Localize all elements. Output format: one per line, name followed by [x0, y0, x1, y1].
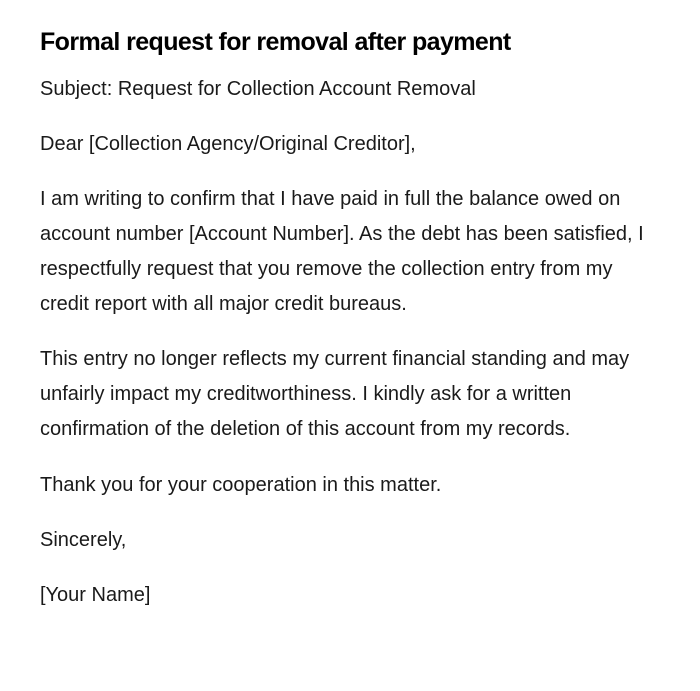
closing-line: Sincerely, [40, 529, 127, 551]
thanks-line: Thank you for your cooperation in this matter. [40, 474, 442, 496]
subject-line: Subject: Request for Collection Account Removal [40, 78, 476, 100]
body-paragraph-payment: I am writing to confirm that I have paid in full the balance owed on account number [Account Number]. As the debt has been satisfied, I respectfully request that you remove the collection entry from my credit report with all major credit bureaus. [40, 188, 644, 315]
signature-name: [Your Name] [40, 584, 151, 606]
salutation: Dear [Collection Agency/Original Creditor], [40, 133, 416, 155]
body-paragraph-request: This entry no longer reflects my current financial standing and may unfairly impact my creditworthiness. I kindly ask for a written confirmation of the deletion of this account from my records. [40, 348, 630, 440]
letter-title: Formal request for removal after payment [40, 28, 511, 56]
